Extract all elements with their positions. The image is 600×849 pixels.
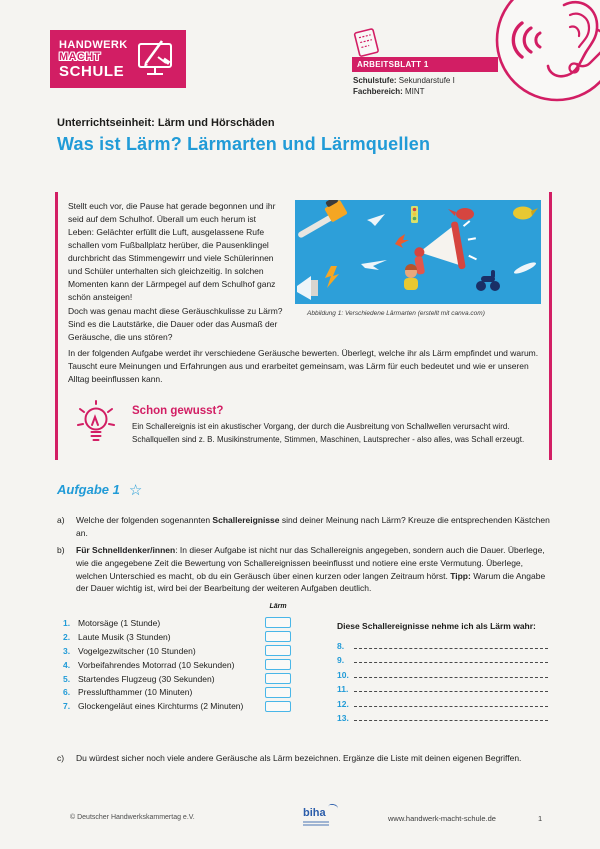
task-b-label: b) [57, 545, 65, 555]
task-part-c [57, 752, 551, 765]
own-sound-events-list [337, 621, 548, 723]
checklist-row [63, 699, 291, 713]
laerm-checkbox-7[interactable] [265, 701, 291, 712]
task-1-title: Aufgabe 1 [57, 482, 120, 497]
write-line-8[interactable] [354, 648, 548, 649]
write-number: 13. [337, 713, 349, 723]
write-list-title: Diese Schallereignisse nehme ich als Lärm wahr: [337, 621, 536, 631]
task-a-post: sind deiner Meinung nach Lärm? Kreuze die entsprechenden Kästchen an. [76, 515, 550, 538]
fachbereich-label: Fachbereich: [353, 87, 403, 96]
item-label: Motorsäge (1 Stunde) [78, 617, 161, 628]
infobox-content [132, 405, 541, 446]
schulstufe-row [353, 76, 455, 85]
item-number: 5. [63, 673, 71, 684]
monitor-pencil-icon [134, 37, 176, 84]
write-line-13[interactable] [354, 720, 548, 721]
lightbulb-icon [76, 399, 116, 452]
task-b-bold-1: Für Schnelldenker/innen [76, 545, 176, 555]
laerm-checkbox-5[interactable] [265, 673, 291, 684]
item-number: 7. [63, 701, 71, 712]
handwerk-macht-schule-logo [50, 30, 186, 88]
copyright-text: © Deutscher Handwerkskammertag e.V. [70, 814, 195, 821]
item-number: 4. [63, 659, 71, 670]
laerm-checkbox-6[interactable] [265, 687, 291, 698]
laerm-checkbox-1[interactable] [265, 617, 291, 628]
write-row [337, 665, 548, 680]
checklist-row [63, 644, 291, 658]
checklist-row [63, 616, 291, 630]
infobox [68, 399, 541, 452]
logo-line-2: MACHT [59, 50, 101, 63]
logo-line-3: SCHULE [59, 62, 125, 80]
task-a-pre: Welche der folgenden sogenannten [76, 515, 213, 525]
write-row [337, 709, 548, 724]
ear-hearing-aid-icon [492, 0, 600, 115]
write-number: 10. [337, 669, 349, 680]
task-a-label: a) [57, 515, 65, 525]
intro-paragraph-1: Stellt euch vor, die Pause hat gerade begonnen und ihr seid auf dem Schulhof. Überall um euch herum ist Leben: Gelächter erfüllt die Luft, ausgelassene Rufe schallen vom Fußballplatz herüber, die Pausenklingel durchbricht das Stimmengewirr und viele Schülerinnen und Schüler unterhalten sich gleichzeitig. In solchen Momenten kann der Lärmpegel auf dem Schulhof ganz schön ansteigen! [68, 201, 276, 302]
write-line-10[interactable] [354, 677, 548, 678]
write-line-9[interactable] [354, 662, 548, 663]
task-a-bold: Schallereignisse [212, 515, 280, 525]
write-line-12[interactable] [354, 706, 548, 707]
write-line-11[interactable] [354, 691, 548, 692]
write-row [337, 694, 548, 709]
item-label: Glockengeläut eines Kirchturms (2 Minuten) [78, 701, 244, 712]
item-label: Laute Musik (3 Stunden) [78, 631, 171, 642]
page-title: Was ist Lärm? Lärmarten und Lärmquellen [57, 134, 431, 154]
item-number: 6. [63, 687, 71, 698]
write-number: 8. [337, 640, 345, 651]
task-part-b [57, 544, 551, 595]
checklist-row [63, 685, 291, 699]
schulstufe-label: Schulstufe: [353, 76, 397, 85]
item-label: Presslufthammer (10 Minuten) [78, 687, 193, 698]
checklist-row [63, 630, 291, 644]
write-row [337, 651, 548, 666]
task-a-text [76, 514, 551, 540]
laerm-checkbox-4[interactable] [265, 659, 291, 670]
arbeitsblatt-badge: ARBEITSBLATT 1 [352, 57, 498, 72]
task-b-text-1: : In dieser Aufgabe ist nicht nur das Schallereignis angegeben, sondern auch die Dauer. Überlege, wie die angegebene Zeit die Bewertung von Schallereignissen beeinflusst und notiere eine erste Vermutung. Überlege, welchen Unterschied es macht, ob du ein Geräusch über einen kurzen oder langen Zeitraum hörst. [76, 545, 545, 581]
checklist-row [63, 658, 291, 672]
laerm-column-header: Lärm [269, 603, 287, 610]
star-icon: ☆ [128, 482, 143, 499]
biha-tagline [303, 821, 329, 826]
item-label: Vorbeifahrendes Motorrad (10 Sekunden) [78, 659, 235, 670]
biha-wordmark: biha [303, 807, 326, 819]
sound-events-checklist [63, 616, 291, 713]
task-b-text-2: Warum die Angabe der Dauer wichtig ist, wird bei der Bearbeitung der weiteren Aufgaben deutlich. [76, 570, 546, 594]
write-row [337, 636, 548, 651]
checklist-row [63, 672, 291, 686]
write-number: 9. [337, 655, 345, 665]
intro-paragraph-2: Doch was genau macht diese Geräuschkulisse zu Lärm? Sind es die Lautstärke, die Dauer oder das Ausmaß der Geräusche, die uns stören? [68, 306, 283, 342]
page-number: 1 [538, 814, 543, 823]
task-b-text [76, 544, 551, 595]
noise-sources-illustration [295, 200, 541, 304]
laerm-checkbox-2[interactable] [265, 631, 291, 642]
task-c-text: Du würdest sicher noch viele andere Geräusche als Lärm bezeichnen. Ergänze die Liste mit deinen eigenen Begriffen. [76, 753, 522, 763]
logo-line-1: HANDWERK [59, 39, 128, 52]
biha-swoosh-mark [327, 803, 338, 812]
infobox-text: Ein Schallereignis ist ein akustischer Vorgang, der durch die Ausbreitung von Schallwellen verursacht wird. Schallquellen sind z. B. Musikinstrumente, Stimmen, Maschinen, Lautsprecher - also alles, was Schall erzeugt. [132, 422, 525, 444]
task-1-heading [57, 480, 142, 498]
task-b-bold-2: Tipp: [450, 570, 471, 581]
intro-paragraph-3: In der folgenden Aufgabe werdet ihr verschiedene Geräusche bewerten. Überlegt, welche ihr als Lärm empfindet und warum. Tauscht eure Meinungen und Erfahrungen aus und erarbeitet gemeinsam, was Lärm für euch bedeutet und wie er unseren Alltag beeinflussen kann. [68, 348, 539, 384]
item-number: 3. [63, 645, 71, 656]
write-number: 12. [337, 698, 349, 709]
fachbereich-value: MINT [402, 87, 425, 96]
unit-title: Unterrichtseinheit: Lärm und Hörschäden [57, 117, 275, 129]
website-link[interactable]: www.handwerk-macht-schule.de [388, 814, 496, 823]
write-row [337, 680, 548, 695]
infobox-title: Schon gewusst? [132, 405, 224, 417]
item-label: Startendes Flugzeug (30 Sekunden) [78, 673, 215, 684]
figure-caption: Abbildung 1: Verschiedene Lärmarten (erstellt mit canva.com) [307, 310, 485, 317]
intro-section [55, 192, 552, 460]
item-number: 1. [63, 617, 71, 628]
logo-wordmark [59, 40, 128, 80]
schulstufe-value: Sekundarstufe I [396, 76, 455, 85]
laerm-checkbox-3[interactable] [265, 645, 291, 656]
item-label: Vogelgezwitscher (10 Stunden) [78, 645, 196, 656]
figure [295, 200, 541, 317]
task-c-label: c) [57, 753, 65, 763]
biha-logo [303, 808, 329, 827]
fachbereich-row [353, 87, 425, 96]
item-number: 2. [63, 631, 71, 642]
task-part-a [57, 514, 551, 540]
write-number: 11. [337, 684, 349, 694]
